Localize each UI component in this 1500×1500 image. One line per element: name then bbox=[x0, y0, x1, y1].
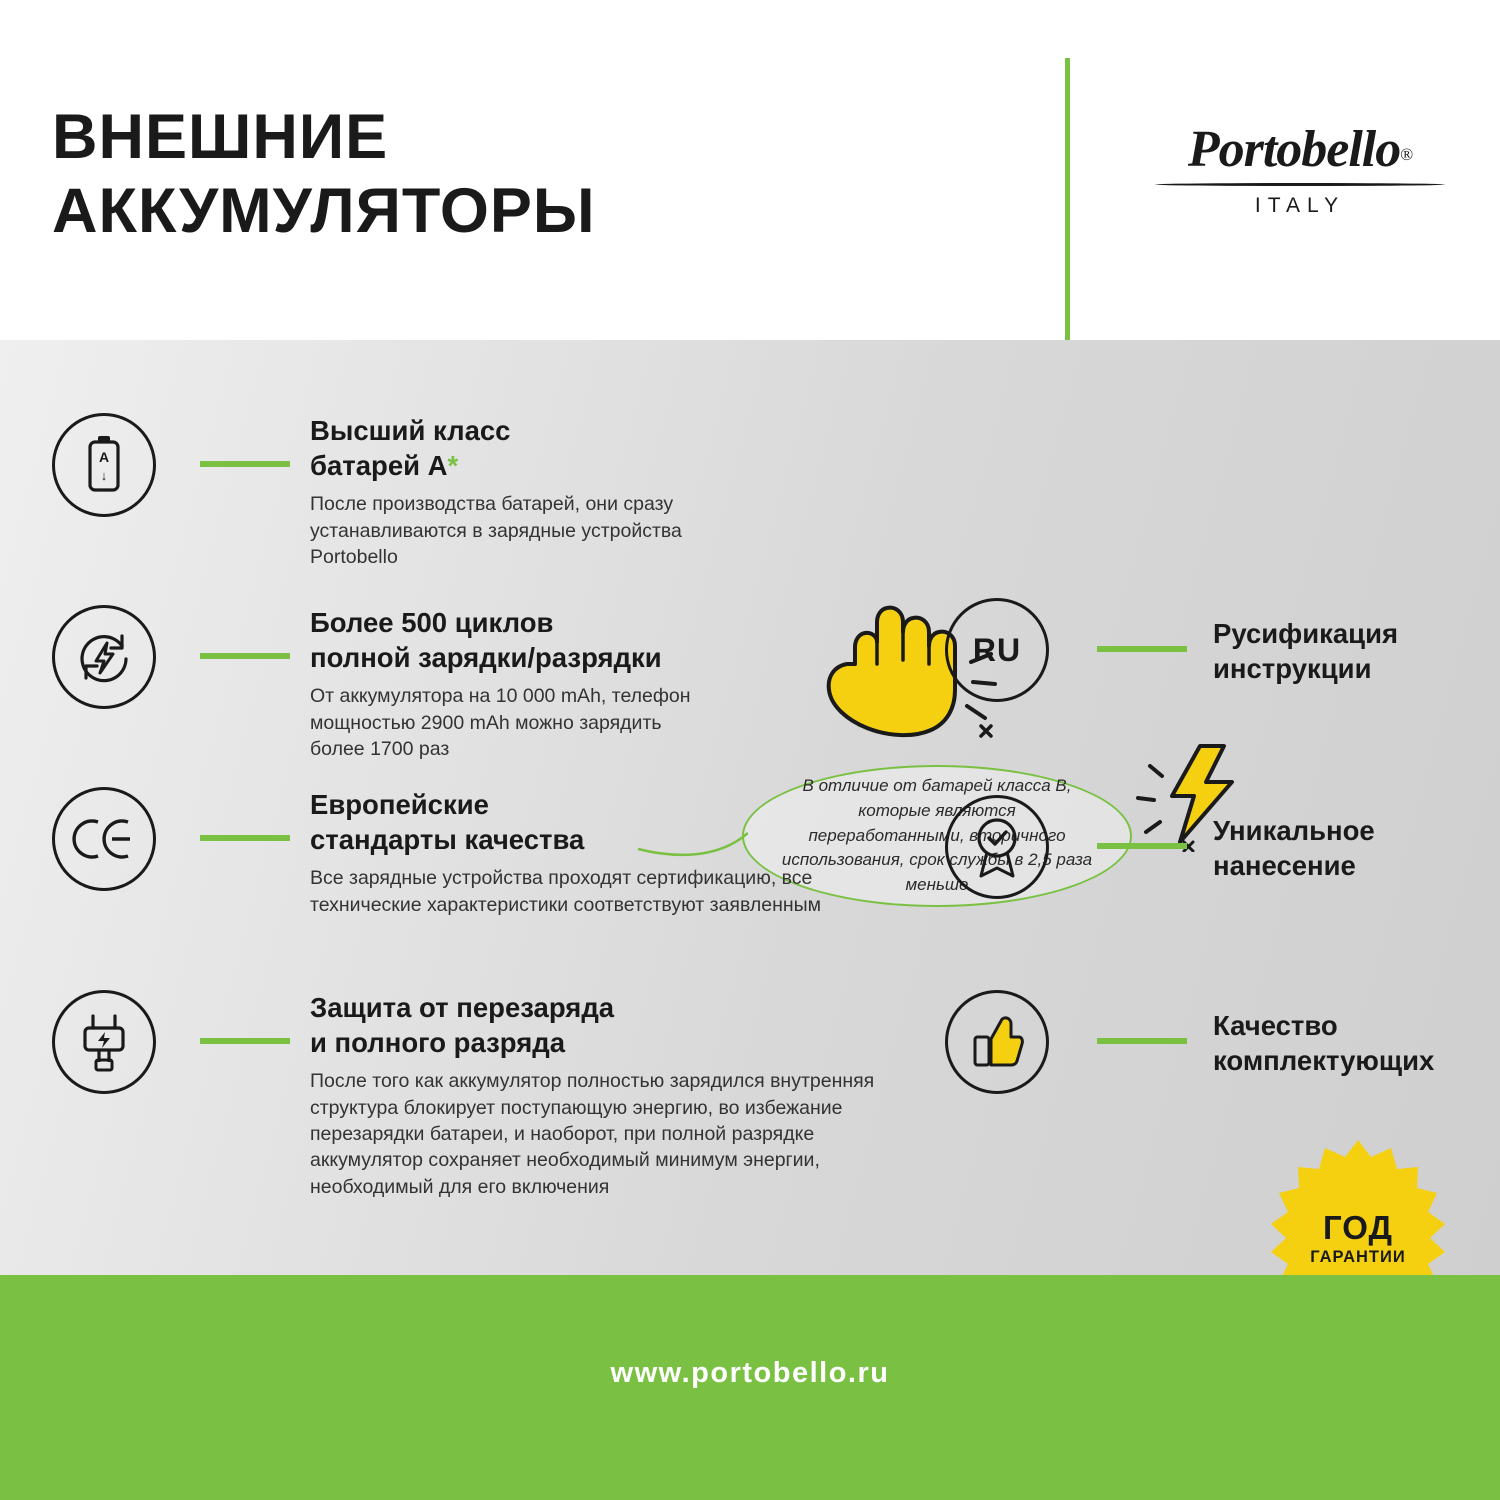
website-url[interactable]: www.portobello.ru bbox=[610, 1357, 890, 1389]
feature-heading-line1: Европейские bbox=[310, 789, 489, 820]
seal-text bbox=[1310, 1209, 1405, 1267]
feature-heading-line2: комплектующих bbox=[1213, 1045, 1435, 1077]
feature-description: После того как аккумулятор полностью зарядился внутренняя структура блокирует поступающую энергию, во избежание перезарядки батареи, и наоборот, при полной разрядке аккумулятор сохраняет необходимый минимум энергии, необходимый для его включения bbox=[310, 1070, 875, 1198]
feature-heading-line1: Качество bbox=[1213, 1010, 1338, 1041]
svg-text:A: A bbox=[98, 449, 110, 465]
feature-text bbox=[310, 413, 730, 570]
feature-dash bbox=[1097, 843, 1187, 849]
feature-description: От аккумулятора на 10 000 mAh, телефон мощностью 2900 mAh можно зарядить более 1700 раз bbox=[310, 685, 691, 760]
feature-heading-line2: нанесение bbox=[1213, 850, 1356, 882]
page-title bbox=[52, 100, 596, 249]
battery-icon bbox=[52, 413, 156, 517]
feature-text bbox=[310, 990, 910, 1200]
feature-description: Все зарядные устройства проходят сертификацию, все технические характеристики соответствуют заявленным bbox=[310, 867, 822, 916]
feature-heading bbox=[1213, 616, 1398, 686]
page-title-line1: ВНЕШНИЕ bbox=[52, 102, 389, 172]
feature-heading-line2: стандарты качества bbox=[310, 824, 585, 856]
feature-heading bbox=[310, 990, 910, 1060]
feature-heading-line2: батарей А bbox=[310, 450, 448, 482]
header bbox=[0, 0, 1500, 340]
feature-description: После производства батарей, они сразу устанавливаются в зарядные устройства Portobello bbox=[310, 493, 682, 568]
feature-heading-line2: и полного разряда bbox=[310, 1027, 566, 1059]
power-plug-icon bbox=[52, 990, 156, 1094]
feature-heading-line2: полной зарядки/разрядки bbox=[310, 642, 662, 674]
ru-language-icon: RU bbox=[945, 598, 1049, 702]
feature-heading bbox=[1213, 813, 1375, 883]
logo-wordmark: Portobello bbox=[1187, 121, 1401, 178]
feature-heading bbox=[310, 605, 710, 675]
thumbs-up-icon bbox=[945, 990, 1049, 1094]
ce-mark-icon bbox=[52, 787, 156, 891]
feature-text bbox=[1213, 598, 1398, 686]
header-divider bbox=[1065, 58, 1070, 340]
feature-dash bbox=[200, 461, 290, 467]
registered-trademark-icon: ® bbox=[1400, 144, 1413, 164]
svg-text:↓: ↓ bbox=[100, 468, 108, 483]
footer bbox=[0, 1275, 1500, 1500]
feature-dash bbox=[200, 835, 290, 841]
feature-text bbox=[1213, 795, 1375, 883]
feature-heading bbox=[1213, 1008, 1434, 1078]
feature-heading-line1: Более 500 циклов bbox=[310, 607, 554, 638]
feature-heading-line2: инструкции bbox=[1213, 653, 1372, 685]
seal-line1: ГОД bbox=[1322, 1209, 1394, 1246]
feature-dash bbox=[200, 1038, 290, 1044]
feature-text bbox=[310, 787, 855, 918]
feature-dash bbox=[1097, 1038, 1187, 1044]
asterisk-marker: * bbox=[447, 450, 459, 482]
page-title-line2: АККУМУЛЯТОРЫ bbox=[52, 176, 596, 247]
logo-underline bbox=[1155, 183, 1445, 186]
quality-badge-icon bbox=[945, 795, 1049, 899]
charge-cycle-icon bbox=[52, 605, 156, 709]
feature-heading-line1: Русификация bbox=[1213, 618, 1399, 649]
seal-line2: ГАРАНТИИ bbox=[1310, 1248, 1406, 1266]
feature-heading-line1: Высший класс bbox=[310, 415, 511, 446]
info-bubble-text: В отличие от батарей класса В, которые являются переработанными, вторичного использования, срок службы в 2,5 раза меньше bbox=[781, 776, 1093, 894]
feature-heading bbox=[310, 787, 855, 857]
feature-text bbox=[1213, 990, 1434, 1078]
feature-heading-line1: Защита от перезаряда bbox=[310, 992, 615, 1023]
features-panel bbox=[0, 340, 1500, 1275]
feature-dash bbox=[1097, 646, 1187, 652]
logo-subtitle: ITALY bbox=[1254, 194, 1346, 217]
feature-heading bbox=[310, 413, 730, 483]
feature-text bbox=[310, 605, 710, 762]
feature-dash bbox=[200, 653, 290, 659]
brand-logo bbox=[1140, 120, 1460, 218]
feature-heading-line1: Уникальное bbox=[1213, 815, 1375, 846]
